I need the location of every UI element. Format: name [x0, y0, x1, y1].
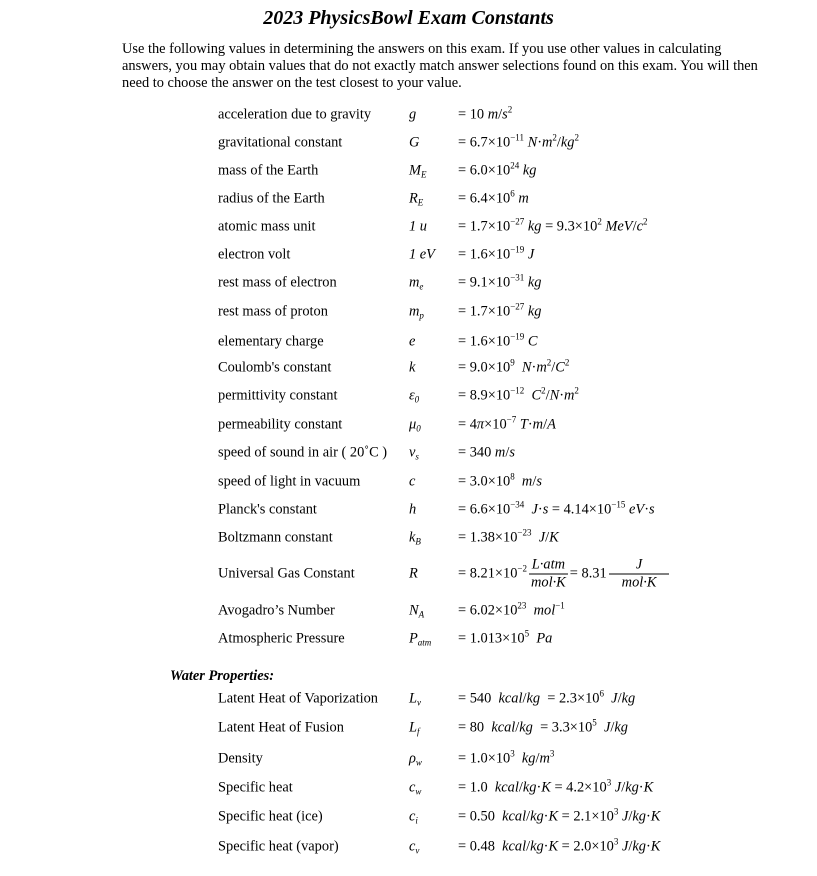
water-row — [0, 805, 817, 829]
constant-symbol: g — [409, 106, 417, 123]
water-symbol: $c_v$ — [409, 838, 420, 856]
constant-value: = $6.6\times 10^{-34}$ $J\cdot s = 4.14\times 10^{-15}$ eV·s — [458, 499, 655, 518]
water-properties-heading: Water Properties: — [170, 668, 275, 684]
constant-label: Planck's constant — [218, 501, 317, 518]
constant-symbol: 1 u — [409, 218, 427, 235]
constant-label: Avogadro’s Number — [218, 602, 335, 619]
page-title: 2023 PhysicsBowl Exam Constants — [263, 7, 554, 29]
constant-row — [0, 300, 817, 324]
constant-symbol: $N_A$ — [409, 602, 425, 620]
constant-symbol: $M_E$ — [409, 162, 427, 180]
constant-symbol: e — [409, 333, 416, 350]
constant-label: Coulomb's constant — [218, 359, 332, 376]
water-row — [0, 835, 817, 859]
intro-paragraph: Use the following values in determining the answers on this exam. If you use other values in calculating answers, you may obtain values that do not exactly match answer selections found on this exam. You will then need to choose the answer on the test closest to your value. — [122, 41, 758, 91]
constant-row — [0, 441, 817, 465]
constant-symbol: $P_{atm}$ — [409, 630, 432, 648]
constant-symbol: h — [409, 501, 417, 518]
constant-value: = $1.013\times 10^5$ Pa — [458, 628, 553, 647]
constant-label: rest mass of electron — [218, 274, 337, 291]
water-value: = 80 kcal/kg = $3.3\times 10^5$ J/kg — [458, 717, 628, 736]
water-label: Specific heat (vapor) — [218, 838, 339, 855]
constant-symbol: $R_E$ — [409, 190, 424, 208]
water-value: = $1.0\times 10^3$ $kg/m^3$ — [458, 748, 555, 767]
constant-symbol: $v_s$ — [409, 444, 419, 462]
water-symbol: $c_i$ — [409, 808, 418, 826]
constant-label: electron volt — [218, 246, 291, 263]
constant-value: = $4\pi\times 10^{-7}$ T·m/A — [458, 414, 556, 433]
water-label: Specific heat (ice) — [218, 808, 323, 825]
constant-row — [0, 470, 817, 494]
constant-value: = $8.9\times 10^{-12}$ $C^2/N\cdot m^2$ — [458, 385, 579, 404]
constant-label: radius of the Earth — [218, 190, 325, 207]
water-label: Latent Heat of Vaporization — [218, 690, 378, 707]
constant-symbol: G — [409, 134, 420, 151]
constant-value: = $1.7\times 10^{-27}$ kg = $9.3\times 10^2$ MeV/$c^2$ — [458, 216, 648, 235]
constant-row — [0, 556, 817, 591]
constant-row — [0, 271, 817, 295]
constant-label: permeability constant — [218, 416, 343, 433]
water-label: Density — [218, 750, 263, 767]
water-row — [0, 776, 817, 800]
constant-symbol: c — [409, 473, 416, 490]
constant-symbol: $m_e$ — [409, 274, 424, 292]
constant-symbol: k — [409, 359, 416, 376]
water-label: Specific heat — [218, 779, 293, 796]
water-row — [0, 747, 817, 771]
constant-symbol: $\varepsilon_0$ — [409, 387, 420, 405]
constant-row — [0, 243, 817, 267]
constant-label: gravitational constant — [218, 134, 343, 151]
constant-label: Universal Gas Constant — [218, 565, 355, 582]
water-row — [0, 716, 817, 740]
constant-label: mass of the Earth — [218, 162, 319, 179]
constant-value: = $6.7\times 10^{-11}$ $N\cdot m^2/kg^2$ — [458, 132, 579, 151]
constant-row — [0, 103, 817, 127]
constant-label: Boltzmann constant — [218, 529, 333, 546]
constant-row — [0, 413, 817, 437]
constant-row — [0, 627, 817, 651]
water-symbol: $L_v$ — [409, 690, 422, 708]
constant-label: elementary charge — [218, 333, 324, 350]
water-symbol: $c_w$ — [409, 779, 422, 797]
constant-value: = $6.0\times 10^{24}$ kg — [458, 160, 537, 179]
constant-value: = $6.02\times 10^{23}$ mol$^{-1}$ — [458, 600, 565, 619]
constant-symbol: $\mu_0$ — [409, 416, 421, 434]
constant-label: speed of light in vacuum — [218, 473, 361, 490]
water-value: = 0.50 kcal/kg·K = $2.1\times 10^3$ J/kg·K — [458, 806, 661, 825]
constant-row — [0, 384, 817, 408]
constant-value: = $6.4\times 10^6$ m — [458, 188, 529, 207]
constant-value: = $9.0\times 10^9$ $N\cdot m^2/C^2$ — [458, 357, 570, 376]
constant-symbol: 1 eV — [409, 246, 435, 263]
constant-row — [0, 498, 817, 522]
water-label: Latent Heat of Fusion — [218, 719, 344, 736]
constant-value: = $9.1\times 10^{-31}$ kg — [458, 272, 542, 291]
constant-value: = $1.6\times 10^{-19}$ C — [458, 331, 538, 350]
constant-row — [0, 131, 817, 155]
constant-value: = $1.6\times 10^{-19}$ J — [458, 244, 535, 263]
constant-row — [0, 330, 817, 354]
constant-value: = 10 $m/s^2$ — [458, 104, 513, 123]
constant-label: permittivity constant — [218, 387, 338, 404]
constant-row — [0, 356, 817, 380]
constant-value: = $3.0\times 10^8$ m/s — [458, 471, 542, 490]
constant-symbol: $m_p$ — [409, 303, 424, 321]
constant-label: rest mass of proton — [218, 303, 328, 320]
constant-symbol: R — [409, 565, 418, 582]
constant-label: acceleration due to gravity — [218, 106, 372, 123]
water-row — [0, 687, 817, 711]
constant-label: atomic mass unit — [218, 218, 316, 235]
constant-value: = $1.7\times 10^{-27}$ kg — [458, 301, 542, 320]
constant-row — [0, 187, 817, 211]
constant-row — [0, 215, 817, 239]
water-symbol: $L_f$ — [409, 719, 420, 737]
constant-row — [0, 526, 817, 550]
constant-value: = $8.21\times 10^{-2}$ $\frac{\text{L·atm}}{\text{mol·K}}$ = 8.31 $\frac{J}{\text{mol·K}}$ — [458, 556, 668, 591]
constant-value: = 340 m/s — [458, 444, 515, 461]
constant-symbol: $k_B$ — [409, 529, 421, 547]
water-value: = 540 kcal/kg = $2.3\times 10^6$ J/kg — [458, 688, 636, 707]
constant-label: speed of sound in air ( 20˚C ) — [218, 444, 388, 461]
water-value: = 0.48 kcal/kg·K = $2.0\times 10^3$ J/kg·K — [458, 836, 661, 855]
constant-row — [0, 599, 817, 623]
water-value: = 1.0 kcal/kg·K = $4.2\times 10^3$ J/kg·K — [458, 777, 654, 796]
water-symbol: $\rho_w$ — [409, 750, 422, 768]
constant-label: Atmospheric Pressure — [218, 630, 345, 647]
constant-row — [0, 159, 817, 183]
constant-value: = $1.38\times 10^{-23}$ J/K — [458, 527, 559, 546]
